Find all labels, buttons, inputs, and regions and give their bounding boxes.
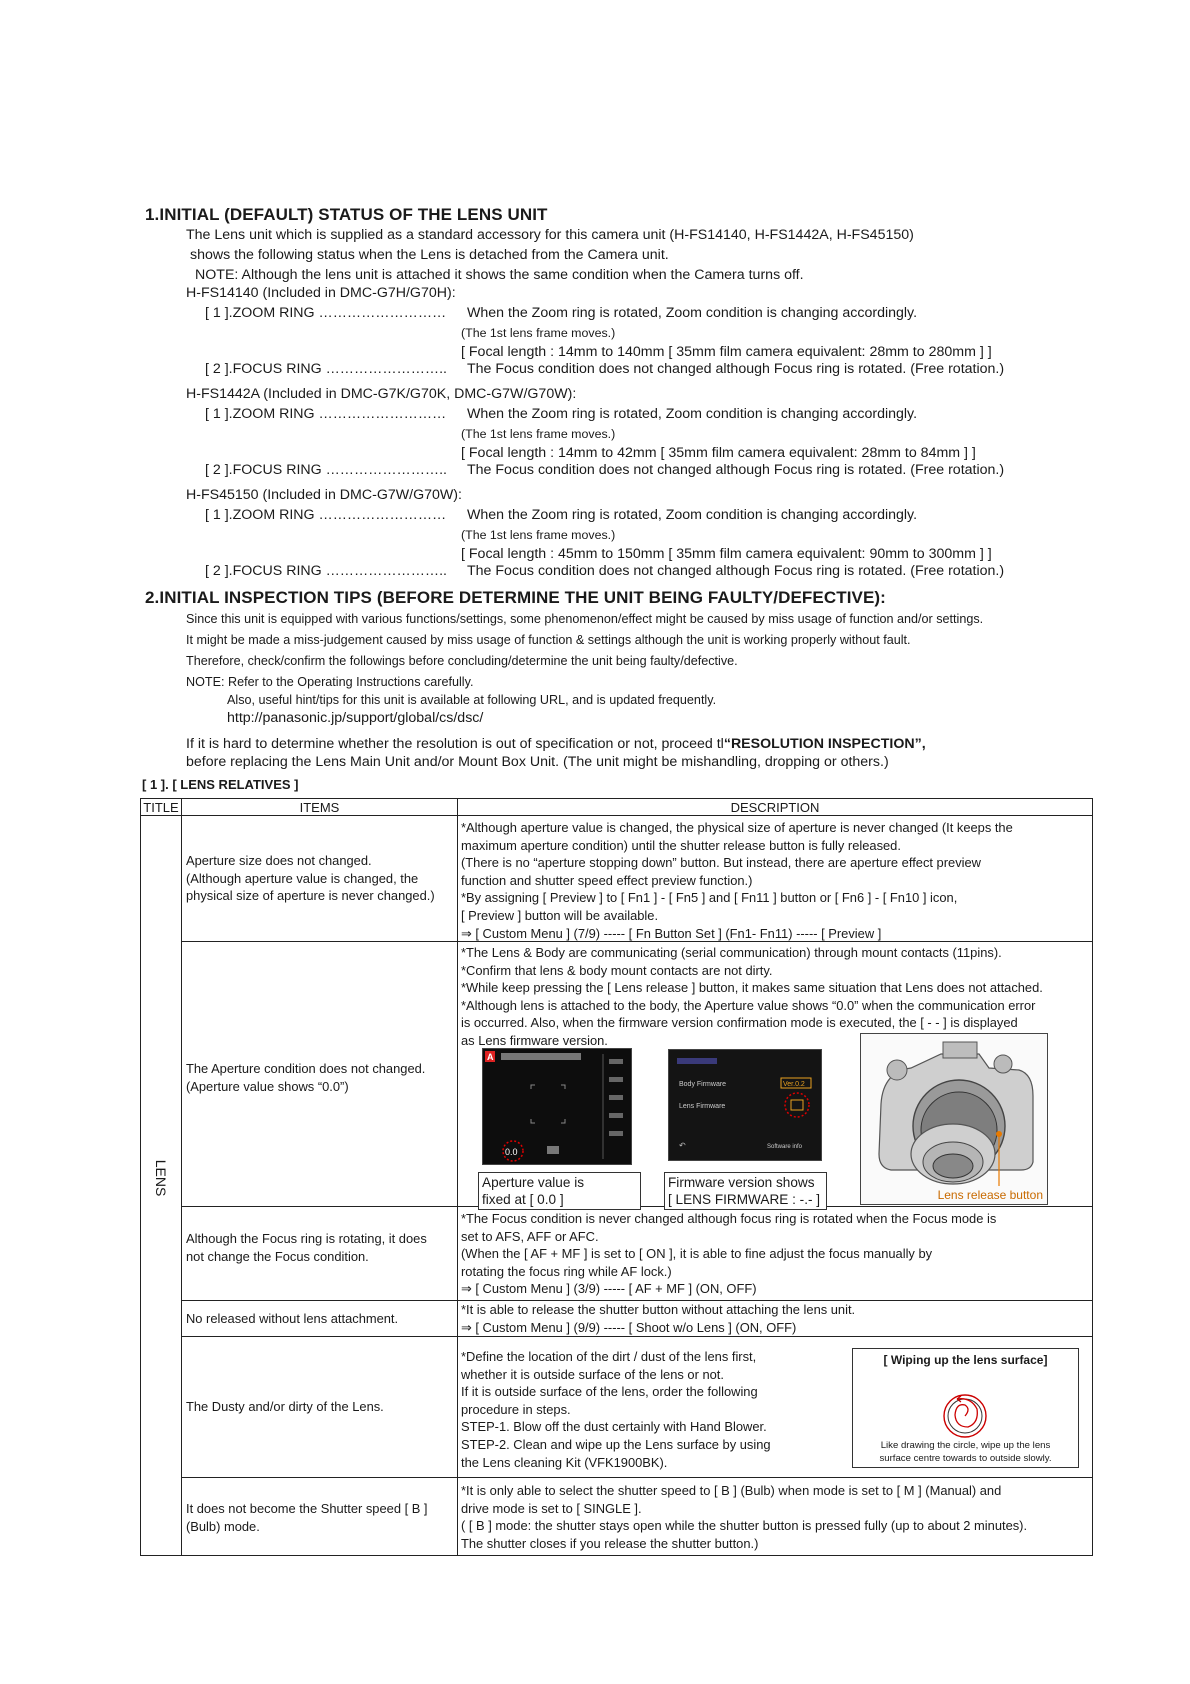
lens3-frame-note: (The 1st lens frame moves.) — [461, 528, 616, 542]
wipe-lens-title: [ Wiping up the lens surface] — [883, 1353, 1048, 1367]
lens2-focus-label: [ 2 ].FOCUS RING …………………….. — [205, 462, 447, 478]
row6-description: *It is only able to select the shutter speed to [ B ] (Bulb) when mode is set to [ M ] (Manual) and drive mode is set to [ SINGLE ]. ( [ B ] mode: the shutter stays open while the shutter button is pressed fully (up to about 2 minutes). The shutter closes if you release the shutter button.) — [461, 1483, 1028, 1551]
lens1-zoom-desc: When the Zoom ring is rotated, Zoom condition is changing accordingly. — [467, 305, 918, 321]
lens-version-box — [791, 1100, 803, 1110]
software-info-label: Software info — [767, 1144, 803, 1150]
lens1-focus-desc: The Focus condition does not changed although Focus ring is rotated. (Free rotation.) — [467, 361, 1005, 377]
row2-items: The Aperture condition does not changed. (Aperture value shows “0.0”) — [186, 1061, 426, 1094]
lens3-zoom-desc: When the Zoom ring is rotated, Zoom condition is changing accordingly. — [467, 507, 918, 523]
resolution-line1 — [186, 736, 926, 752]
firmware-caption: Firmware version shows [ LENS FIRMWARE : -.- ] — [664, 1172, 827, 1210]
lens-release-button-label: Lens release button — [937, 1188, 1043, 1202]
section1-note: NOTE: Although the lens unit is attached it shows the same condition when the Camera turns off. — [195, 267, 804, 283]
back-icon: ↶ — [679, 1141, 686, 1150]
lens1-focal: [ Focal length : 14mm to 140mm [ 35mm film camera equivalent: 28mm to 280mm ] ] — [461, 344, 992, 360]
support-url[interactable]: http://panasonic.jp/support/global/cs/dsc/ — [227, 710, 484, 726]
aperture-caption: Aperture value is fixed at [ 0.0 ] — [478, 1172, 641, 1210]
lens2-zoom-label: [ 1 ].ZOOM RING ……………………… — [205, 406, 447, 422]
title-cell-lens: LENS — [153, 1159, 169, 1197]
section2-title: 2.INITIAL INSPECTION TIPS (BEFORE DETERMINE THE UNIT BEING FAULTY/DEFECTIVE): — [145, 588, 886, 607]
header-items: ITEMS — [299, 800, 340, 815]
lens-version-highlight — [785, 1093, 809, 1117]
mode-a-letter: A — [487, 1052, 494, 1062]
lens1-focus-label: [ 2 ].FOCUS RING …………………….. — [205, 361, 447, 377]
body-version-text: Ver.0.2 — [783, 1081, 805, 1088]
row2-description: *The Lens & Body are communicating (serial communication) through mount contacts (11pins). *Confirm that lens & body mount contacts are not dirty. *While keep pressing the [ Lens release ] button, it makes same situation that Lens does not attached. *Although lens is attached to the body, the Aperture value shows “0.0” when the communication error is occurred. Also, when the firmware version confirmation mode is executed, the [ - - ] is displayed as Lens firmware version. — [461, 945, 1043, 1048]
row6-items: It does not become the Shutter speed [ B ] (Bulb) mode. — [186, 1501, 428, 1534]
lens3-name: H-FS45150 (Included in DMC-G7W/G70W): — [186, 487, 462, 503]
section2-line3: Therefore, check/confirm the followings before concluding/determine the unit being faulty/defective. — [186, 654, 738, 668]
lens2-focus-desc: The Focus condition does not changed although Focus ring is rotated. (Free rotation.) — [467, 462, 1005, 478]
lens-relatives-heading: [ 1 ]. [ LENS RELATIVES ] — [142, 777, 299, 792]
spiral-path — [955, 1399, 977, 1427]
lens3-focal: [ Focal length : 45mm to 150mm [ 35mm film camera equivalent: 90mm to 300mm ] ] — [461, 546, 992, 562]
row3-description: *The Focus condition is never changed although focus ring is rotated when the Focus mode is set to AFS, AFF or AFC. (When the [ AF + MF ] is set to [ ON ], it is able to fine adjust the focus manually by rotating the focus ring while AF lock.) ⇒ [ Custom Menu ] (3/9) ----- [ AF + MF ] (ON, OFF) — [461, 1211, 997, 1297]
aperture-value-text: 0.0 — [505, 1147, 518, 1157]
status-icons — [501, 1053, 581, 1060]
wb-icon — [547, 1146, 559, 1154]
header-title: TITLE — [143, 800, 179, 815]
firmware-screen-image — [668, 1049, 822, 1161]
lens1-zoom-label: [ 1 ].ZOOM RING ……………………… — [205, 305, 447, 321]
firmware-screen-graphic — [669, 1050, 821, 1160]
row5-description: *Define the location of the dirt / dust of the lens first, whether it is outside surface of the lens or not. If it is outside surface of the lens, order the following procedure in steps. STEP-1. Blow off the dust certainly with Hand Blower. STEP-2. Clean and wipe up the Lens surface by using the Lens cleaning Kit (VFK1900BK). — [461, 1349, 771, 1470]
wipe-lens-caption: Like drawing the circle, wipe up the lens surface centre towards to outside slowly. — [879, 1440, 1052, 1464]
lens3-zoom-label: [ 1 ].ZOOM RING ……………………… — [205, 507, 447, 523]
aperture-screen-image — [482, 1048, 632, 1165]
section1-intro-line2: shows the following status when the Lens is detached from the Camera unit. — [190, 247, 669, 263]
header-description: DESCRIPTION — [730, 800, 820, 815]
lens2-frame-note: (The 1st lens frame moves.) — [461, 427, 616, 441]
lens2-focal: [ Focal length : 14mm to 42mm [ 35mm film camera equivalent: 28mm to 84mm ] ] — [461, 445, 976, 461]
row4-description: *It is able to release the shutter button without attaching the lens unit. ⇒ [ Custom Menu ] (9/9) ----- [ Shoot w/o Lens ] (ON, OFF) — [461, 1302, 856, 1335]
section1-intro-line1: The Lens unit which is supplied as a standard accessory for this camera unit (H-FS14140, H-FS1442A, H-FS45150) — [186, 227, 914, 243]
camera-illustration — [860, 1033, 1048, 1205]
section2-line2: It might be made a miss-judgement caused by miss usage of function & settings although the unit is working properly without fault. — [186, 633, 911, 647]
wipe-lens-box — [852, 1348, 1079, 1468]
section2-note: NOTE: Refer to the Operating Instructions carefully. — [186, 675, 474, 689]
row1-description: *Although aperture value is changed, the physical size of aperture is never changed (It keeps the maximum aperture condition) until the shutter release button is fully released. (There is no “aperture stopping down” button. But instead, there are aperture effect preview function and shutter speed effect preview function.) *By assigning [ Preview ] to [ Fn1 ] - [ Fn5 ] and [ Fn11 ] button or [ Fn6 ] - [ Fn10 ] icon, [ Preview ] button will be available. ⇒ [ Custom Menu ] (7/9) ----- [ Fn Button Set ] (Fn1- Fn11) ----- [ Preview ] — [461, 820, 1013, 941]
row3-items: Although the Focus ring is rotating, it does not change the Focus condition. — [186, 1231, 427, 1264]
camera-body-graphic — [861, 1034, 1047, 1204]
aperture-screen-graphic — [483, 1049, 631, 1164]
lens-firmware-label: Lens Firmware — [679, 1103, 726, 1110]
row5-items: The Dusty and/or dirty of the Lens. — [186, 1399, 384, 1414]
af-frame — [531, 1085, 565, 1123]
lens2-zoom-desc: When the Zoom ring is rotated, Zoom condition is changing accordingly. — [467, 406, 918, 422]
lens1-frame-note: (The 1st lens frame moves.) — [461, 326, 616, 340]
body-firmware-label: Body Firmware — [679, 1081, 727, 1088]
resolution-line2: before replacing the Lens Main Unit and/or Mount Box Unit. (The unit might be mishandling, dropping or others.) — [186, 754, 889, 770]
resolution-inspection-ref: “RESOLUTION INSPECTION”, — [723, 736, 926, 752]
row1-items: Aperture size does not changed. (Although aperture value is changed, the physical size of aperture is never changed.) — [186, 853, 435, 904]
section2-note2: Also, useful hint/tips for this unit is available at following URL, and is updated frequently. — [227, 693, 717, 707]
resolution-line1-text: If it is hard to determine whether the resolution is out of specification or not, proceed tl — [186, 736, 724, 752]
lens1-name: H-FS14140 (Included in DMC-G7H/G70H): — [186, 285, 456, 301]
lens3-focus-desc: The Focus condition does not changed although Focus ring is rotated. (Free rotation.) — [467, 563, 1005, 579]
section2-line1: Since this unit is equipped with various functions/settings, some phenomenon/effect might be caused by miss usage of function and/or settings. — [186, 612, 984, 626]
row4-items: No released without lens attachment. — [186, 1311, 399, 1326]
section1-title: 1.INITIAL (DEFAULT) STATUS OF THE LENS UNIT — [145, 205, 548, 224]
lens2-name: H-FS1442A (Included in DMC-G7K/G70K, DMC-G7W/G70W): — [186, 386, 577, 402]
lens3-focus-label: [ 2 ].FOCUS RING …………………….. — [205, 563, 447, 579]
